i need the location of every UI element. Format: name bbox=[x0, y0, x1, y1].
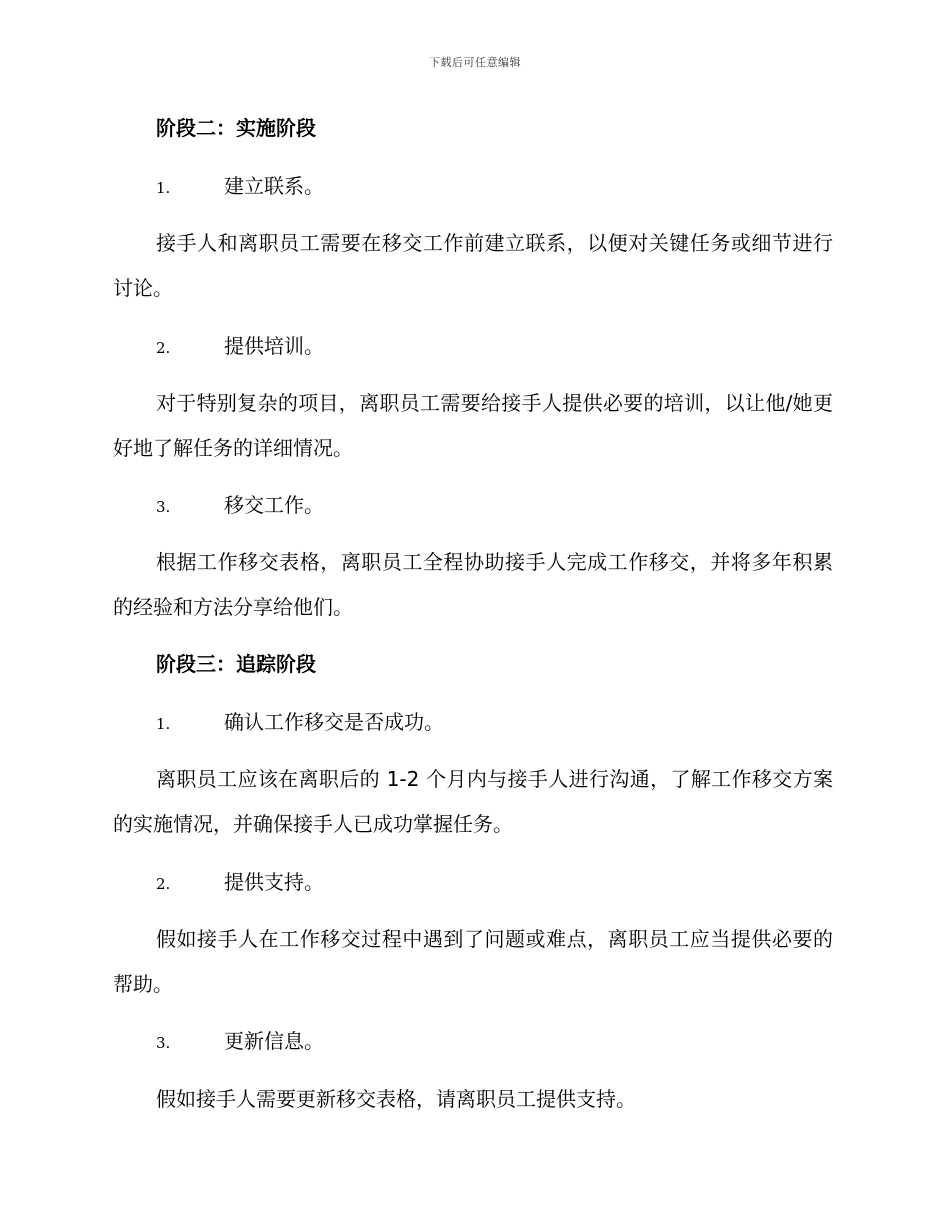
stage2-item-3 bbox=[113, 483, 876, 530]
list-number: 2. bbox=[156, 339, 171, 357]
stage3-item-3 bbox=[113, 1019, 876, 1066]
list-item-title: 确认工作移交是否成功。 bbox=[224, 710, 444, 734]
stage3-item-2 bbox=[113, 860, 876, 907]
stage2-item-1-body: 接手人和离职员工需要在移交工作前建立联系，以便对关键任务或细节进行讨论。 bbox=[113, 231, 833, 300]
list-item-title: 移交工作。 bbox=[224, 493, 324, 517]
list-number: 1. bbox=[156, 179, 171, 197]
list-number: 3. bbox=[156, 1034, 171, 1052]
stage2-item-2-body: 对于特别复杂的项目，离职员工需要给接手人提供必要的培训，以让他/她更好地了解任务的详细情况。 bbox=[113, 391, 833, 460]
list-number: 3. bbox=[156, 498, 171, 516]
list-number: 2. bbox=[156, 875, 171, 893]
page-header: 下载后可任意编辑 bbox=[429, 56, 521, 69]
stage3-item-1-body: 离职员工应该在离职后的 1-2 个月内与接手人进行沟通，了解工作移交方案的实施情况，并确保接手人已成功掌握任务。 bbox=[113, 767, 833, 836]
stage3-item-2-body: 假如接手人在工作移交过程中遇到了问题或难点，离职员工应当提供必要的帮助。 bbox=[113, 927, 833, 996]
stage3-item-3-body: 假如接手人需要更新移交表格，请离职员工提供支持。 bbox=[156, 1087, 636, 1111]
stage2-item-2 bbox=[113, 324, 876, 371]
list-item-title: 更新信息。 bbox=[224, 1029, 324, 1053]
list-item-title: 提供培训。 bbox=[224, 334, 324, 358]
stage2-heading: 阶段二：实施阶段 bbox=[156, 116, 316, 140]
stage2-item-1 bbox=[113, 164, 876, 211]
stage3-heading: 阶段三：追踪阶段 bbox=[156, 652, 316, 676]
list-item-title: 提供支持。 bbox=[224, 870, 324, 894]
list-number: 1. bbox=[156, 715, 171, 733]
stage3-item-1 bbox=[113, 700, 876, 747]
list-item-title: 建立联系。 bbox=[224, 174, 324, 198]
stage2-item-3-body: 根据工作移交表格，离职员工全程协助接手人完成工作移交，并将多年积累的经验和方法分享给他们。 bbox=[113, 550, 833, 619]
